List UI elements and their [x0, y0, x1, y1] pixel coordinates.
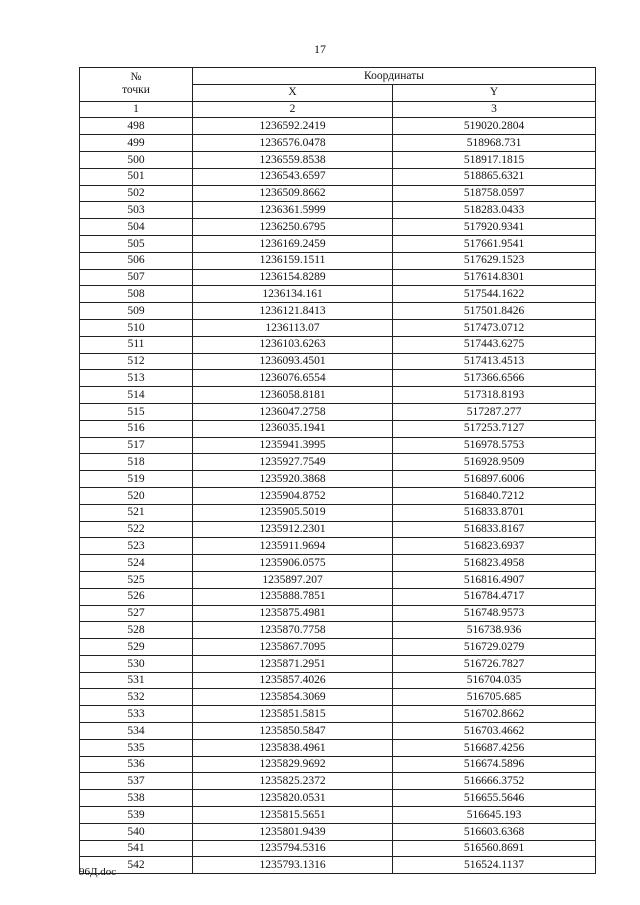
y-coordinate-cell: 518917.1815: [393, 151, 596, 168]
x-coordinate-cell: 1235875.4981: [193, 605, 393, 622]
x-coordinate-cell: 1235871.2951: [193, 655, 393, 672]
point-number-cell: 522: [80, 521, 193, 538]
x-coordinate-cell: 1235897.207: [193, 571, 393, 588]
point-number-cell: 529: [80, 639, 193, 656]
point-number-cell: 519: [80, 471, 193, 488]
point-number-cell: 535: [80, 739, 193, 756]
y-coordinate-cell: 517413.4513: [393, 353, 596, 370]
y-coordinate-cell: 518758.0597: [393, 185, 596, 202]
point-number-cell: 533: [80, 706, 193, 723]
x-coordinate-cell: 1236113.07: [193, 319, 393, 336]
column-index-x: 2: [193, 101, 393, 118]
point-number-cell: 509: [80, 303, 193, 320]
column-index-y: 3: [393, 101, 596, 118]
table-row: [80, 420, 596, 437]
y-coordinate-cell: 517287.277: [393, 403, 596, 420]
table-row: [80, 487, 596, 504]
x-coordinate-cell: 1235920.3868: [193, 471, 393, 488]
table-row: [80, 471, 596, 488]
table-row: [80, 823, 596, 840]
x-coordinate-cell: 1235912.2301: [193, 521, 393, 538]
point-number-cell: 525: [80, 571, 193, 588]
point-number-cell: 531: [80, 672, 193, 689]
point-number-cell: 498: [80, 118, 193, 135]
y-coordinate-cell: 517366.6566: [393, 370, 596, 387]
table-row: [80, 319, 596, 336]
x-coordinate-cell: 1235825.2372: [193, 773, 393, 790]
y-coordinate-cell: 516703.4662: [393, 723, 596, 740]
point-number-cell: 511: [80, 336, 193, 353]
x-header: X: [193, 84, 393, 101]
x-coordinate-cell: 1235838.4961: [193, 739, 393, 756]
point-number-cell: 528: [80, 622, 193, 639]
table-row: [80, 118, 596, 135]
point-number-cell: 536: [80, 756, 193, 773]
x-coordinate-cell: 1235905.5019: [193, 504, 393, 521]
x-coordinate-cell: 1236509.8662: [193, 185, 393, 202]
y-coordinate-cell: 517629.1523: [393, 252, 596, 269]
point-number-cell: 508: [80, 286, 193, 303]
x-coordinate-cell: 1235870.7758: [193, 622, 393, 639]
x-coordinate-cell: 1235820.0531: [193, 790, 393, 807]
y-coordinate-cell: 517661.9541: [393, 235, 596, 252]
table-row: [80, 538, 596, 555]
x-coordinate-cell: 1236559.8538: [193, 151, 393, 168]
y-coordinate-cell: 516524.1137: [393, 857, 596, 874]
table-row: [80, 689, 596, 706]
point-number-cell: 513: [80, 370, 193, 387]
point-number-cell: 505: [80, 235, 193, 252]
table-row: [80, 135, 596, 152]
point-number-cell: 506: [80, 252, 193, 269]
y-coordinate-cell: 519020.2804: [393, 118, 596, 135]
point-number-cell: 516: [80, 420, 193, 437]
x-coordinate-cell: 1236576.0478: [193, 135, 393, 152]
y-coordinate-cell: 517318.8193: [393, 387, 596, 404]
y-coordinate-cell: 516833.8167: [393, 521, 596, 538]
y-coordinate-cell: 517544.1622: [393, 286, 596, 303]
coordinates-header: Координаты: [193, 68, 596, 85]
table-row: [80, 756, 596, 773]
table-row: [80, 807, 596, 824]
x-coordinate-cell: 1235794.5316: [193, 840, 393, 857]
y-coordinate-cell: 517253.7127: [393, 420, 596, 437]
point-number-cell: 518: [80, 454, 193, 471]
x-coordinate-cell: 1235941.3995: [193, 437, 393, 454]
point-number-cell: 521: [80, 504, 193, 521]
y-coordinate-cell: 516704.035: [393, 672, 596, 689]
table-row: [80, 202, 596, 219]
x-coordinate-cell: 1236159.1511: [193, 252, 393, 269]
x-coordinate-cell: 1236543.6597: [193, 168, 393, 185]
y-coordinate-cell: 516748.9573: [393, 605, 596, 622]
y-coordinate-cell: 516655.5646: [393, 790, 596, 807]
x-coordinate-cell: 1235867.7095: [193, 639, 393, 656]
x-coordinate-cell: 1235857.4026: [193, 672, 393, 689]
point-number-header: [80, 68, 193, 102]
point-number-cell: 541: [80, 840, 193, 857]
table-row: [80, 706, 596, 723]
y-coordinate-cell: 516674.5896: [393, 756, 596, 773]
y-coordinate-cell: 518865.6321: [393, 168, 596, 185]
y-coordinate-cell: 516738.936: [393, 622, 596, 639]
x-coordinate-cell: 1235854.3069: [193, 689, 393, 706]
x-coordinate-cell: 1236121.8413: [193, 303, 393, 320]
x-coordinate-cell: 1235815.5651: [193, 807, 393, 824]
x-coordinate-cell: 1236076.6554: [193, 370, 393, 387]
x-coordinate-cell: 1235911.9694: [193, 538, 393, 555]
y-coordinate-cell: 516823.4958: [393, 555, 596, 572]
y-coordinate-cell: 516823.6937: [393, 538, 596, 555]
point-number-cell: 532: [80, 689, 193, 706]
y-coordinate-cell: 516833.8701: [393, 504, 596, 521]
x-coordinate-cell: 1236058.8181: [193, 387, 393, 404]
x-coordinate-cell: 1235829.9692: [193, 756, 393, 773]
footer-filename: 96Д.doc: [79, 866, 117, 878]
point-number-cell: 537: [80, 773, 193, 790]
table-row: [80, 857, 596, 874]
point-number-cell: 499: [80, 135, 193, 152]
table-row: [80, 336, 596, 353]
x-coordinate-cell: 1235906.0575: [193, 555, 393, 572]
y-coordinate-cell: 517614.8301: [393, 269, 596, 286]
point-number-cell: 504: [80, 219, 193, 236]
y-coordinate-cell: 517473.0712: [393, 319, 596, 336]
table-row: [80, 403, 596, 420]
point-number-cell: 524: [80, 555, 193, 572]
table-row: [80, 235, 596, 252]
point-number-cell: 500: [80, 151, 193, 168]
y-coordinate-cell: 516687.4256: [393, 739, 596, 756]
y-coordinate-cell: 516645.193: [393, 807, 596, 824]
point-number-header-line1: №: [130, 71, 142, 84]
point-number-header-line2: точки: [122, 84, 150, 97]
y-coordinate-cell: 516928.9509: [393, 454, 596, 471]
point-number-cell: 526: [80, 588, 193, 605]
table-body: [80, 118, 596, 874]
point-number-cell: 515: [80, 403, 193, 420]
point-number-cell: 502: [80, 185, 193, 202]
y-coordinate-cell: 516726.7827: [393, 655, 596, 672]
y-coordinate-cell: 517501.8426: [393, 303, 596, 320]
table-row: [80, 387, 596, 404]
table-row: [80, 622, 596, 639]
table-row: [80, 555, 596, 572]
point-number-cell: 507: [80, 269, 193, 286]
table-row: [80, 504, 596, 521]
x-coordinate-cell: 1235927.7549: [193, 454, 393, 471]
x-coordinate-cell: 1236134.161: [193, 286, 393, 303]
table-row: [80, 773, 596, 790]
table-row: [80, 454, 596, 471]
x-coordinate-cell: 1236169.2459: [193, 235, 393, 252]
point-number-cell: 517: [80, 437, 193, 454]
table-header-row: [80, 68, 596, 85]
y-coordinate-cell: 518283.0433: [393, 202, 596, 219]
point-number-cell: 510: [80, 319, 193, 336]
table-row: [80, 219, 596, 236]
table-row: [80, 185, 596, 202]
y-coordinate-cell: 516816.4907: [393, 571, 596, 588]
table-row: [80, 370, 596, 387]
x-coordinate-cell: 1236592.2419: [193, 118, 393, 135]
x-coordinate-cell: 1235888.7851: [193, 588, 393, 605]
table-row: [80, 739, 596, 756]
coordinates-table: [79, 67, 596, 874]
y-coordinate-cell: 516603.6368: [393, 823, 596, 840]
table-row: [80, 723, 596, 740]
x-coordinate-cell: 1236035.1941: [193, 420, 393, 437]
page-number: 17: [314, 42, 326, 56]
point-number-cell: 530: [80, 655, 193, 672]
x-coordinate-cell: 1236361.5999: [193, 202, 393, 219]
point-number-cell: 514: [80, 387, 193, 404]
y-coordinate-cell: 516897.6006: [393, 471, 596, 488]
x-coordinate-cell: 1235904.8752: [193, 487, 393, 504]
y-coordinate-cell: 516560.8691: [393, 840, 596, 857]
point-number-cell: 540: [80, 823, 193, 840]
y-coordinate-cell: 516705.685: [393, 689, 596, 706]
column-index-num: 1: [80, 101, 193, 118]
y-coordinate-cell: 516666.3752: [393, 773, 596, 790]
point-number-cell: 503: [80, 202, 193, 219]
table-row: [80, 588, 596, 605]
table-row: [80, 571, 596, 588]
table-row: [80, 521, 596, 538]
column-index-row: [80, 101, 596, 118]
x-coordinate-cell: 1236154.8289: [193, 269, 393, 286]
y-coordinate-cell: 517443.6275: [393, 336, 596, 353]
point-number-cell: 501: [80, 168, 193, 185]
table-row: [80, 151, 596, 168]
table-row: [80, 353, 596, 370]
table-row: [80, 286, 596, 303]
y-coordinate-cell: 518968.731: [393, 135, 596, 152]
point-number-cell: 527: [80, 605, 193, 622]
y-coordinate-cell: 517920.9341: [393, 219, 596, 236]
x-coordinate-cell: 1236250.6795: [193, 219, 393, 236]
x-coordinate-cell: 1236047.2758: [193, 403, 393, 420]
point-number-cell: 542: [80, 857, 193, 874]
x-coordinate-cell: 1236103.6263: [193, 336, 393, 353]
point-number-cell: 512: [80, 353, 193, 370]
y-header: Y: [393, 84, 596, 101]
table-row: [80, 252, 596, 269]
table-row: [80, 269, 596, 286]
point-number-cell: 538: [80, 790, 193, 807]
x-coordinate-cell: 1236093.4501: [193, 353, 393, 370]
table-row: [80, 672, 596, 689]
x-coordinate-cell: 1235793.1316: [193, 857, 393, 874]
y-coordinate-cell: 516729.0279: [393, 639, 596, 656]
x-coordinate-cell: 1235801.9439: [193, 823, 393, 840]
x-coordinate-cell: 1235851.5815: [193, 706, 393, 723]
point-number-cell: 520: [80, 487, 193, 504]
point-number-cell: 523: [80, 538, 193, 555]
x-coordinate-cell: 1235850.5847: [193, 723, 393, 740]
y-coordinate-cell: 516702.8662: [393, 706, 596, 723]
table-row: [80, 168, 596, 185]
table-row: [80, 655, 596, 672]
table-row: [80, 303, 596, 320]
table-row: [80, 790, 596, 807]
y-coordinate-cell: 516784.4717: [393, 588, 596, 605]
point-number-cell: 534: [80, 723, 193, 740]
y-coordinate-cell: 516978.5753: [393, 437, 596, 454]
table-row: [80, 605, 596, 622]
table-row: [80, 840, 596, 857]
table-row: [80, 437, 596, 454]
table-row: [80, 639, 596, 656]
point-number-cell: 539: [80, 807, 193, 824]
y-coordinate-cell: 516840.7212: [393, 487, 596, 504]
